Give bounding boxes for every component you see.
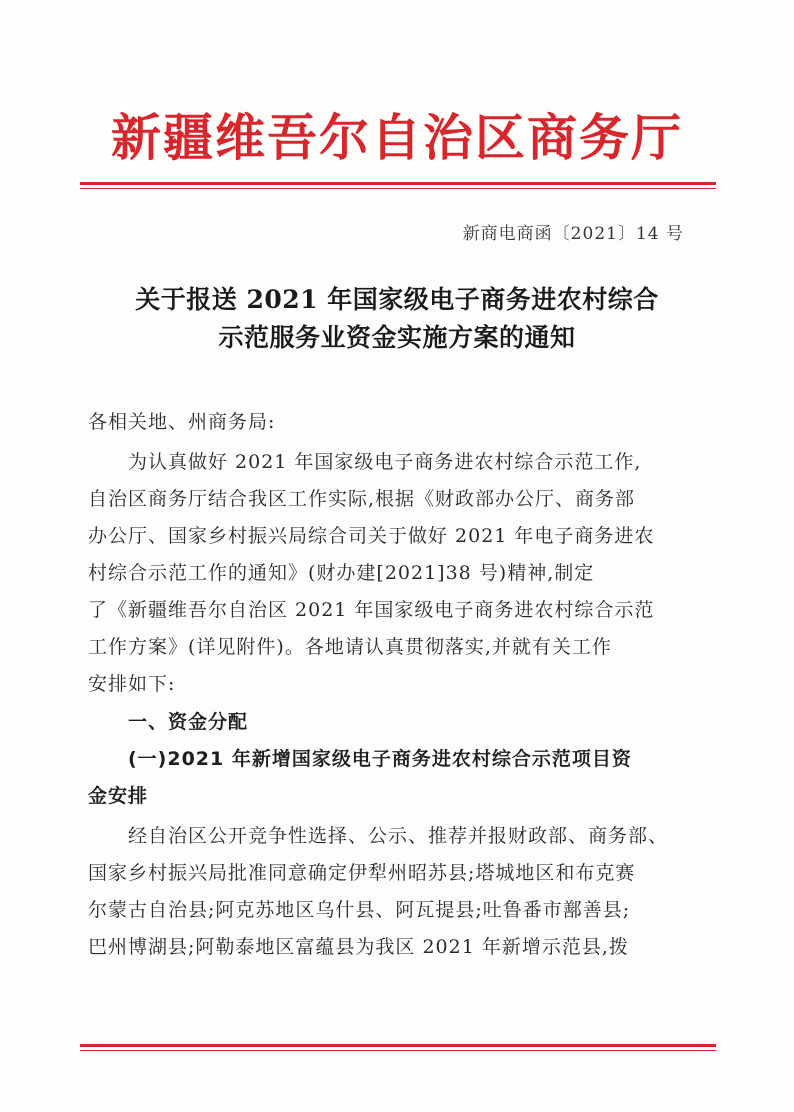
paragraph-1-line-4: 村综合示范工作的通知》(财办建[2021]38 号)精神,制定 [88, 562, 595, 584]
header-red-rule-thin [80, 188, 716, 189]
header-red-rule-thick [80, 182, 716, 185]
section-1-heading: 一、资金分配 [128, 711, 249, 733]
paragraph-1-line-5: 了《新疆维吾尔自治区 2021 年国家级电子商务进农村综合示范 [88, 599, 655, 621]
paragraph-2-line-3: 尔蒙古自治县;阿克苏地区乌什县、阿瓦提县;吐鲁番市鄯善县; [88, 899, 631, 921]
addressee: 各相关地、州商务局: [88, 411, 276, 433]
document-number: 新商电商函〔2021〕14 号 [462, 224, 684, 244]
paragraph-1-line-3: 办公厅、国家乡村振兴局综合司关于做好 2021 年电子商务进农 [88, 525, 655, 547]
subsection-1-heading-line-2: 金安排 [88, 785, 149, 807]
footer-red-rule-thick [80, 1044, 716, 1047]
paragraph-1-line-1: 为认真做好 2021 年国家级电子商务进农村综合示范工作, [128, 451, 642, 473]
paragraph-2-line-4: 巴州博湖县;阿勒泰地区富蕴县为我区 2021 年新增示范县,拨 [88, 936, 629, 958]
paragraph-1-line-6: 工作方案》(详见附件)。各地请认真贯彻落实,并就有关工作 [88, 636, 612, 658]
subsection-1-heading-line-1: (一)2021 年新增国家级电子商务进农村综合示范项目资 [128, 748, 632, 770]
paragraph-1-line-2: 自治区商务厅结合我区工作实际,根据《财政部办公厅、商务部 [88, 488, 636, 510]
paragraph-2-line-1: 经自治区公开竞争性选择、公示、推荐并报财政部、商务部、 [128, 825, 669, 847]
issuing-organization-header: 新疆维吾尔自治区商务厅 [111, 108, 683, 167]
document-title-line-2: 示范服务业资金实施方案的通知 [218, 323, 576, 352]
paragraph-1-line-7: 安排如下: [88, 673, 176, 695]
footer-red-rule-thin [80, 1050, 716, 1051]
document-title-line-1: 关于报送 2021 年国家级电子商务进农村综合 [135, 285, 659, 314]
paragraph-2-line-2: 国家乡村振兴局批准同意确定伊犁州昭苏县;塔城地区和布克赛 [88, 862, 636, 884]
